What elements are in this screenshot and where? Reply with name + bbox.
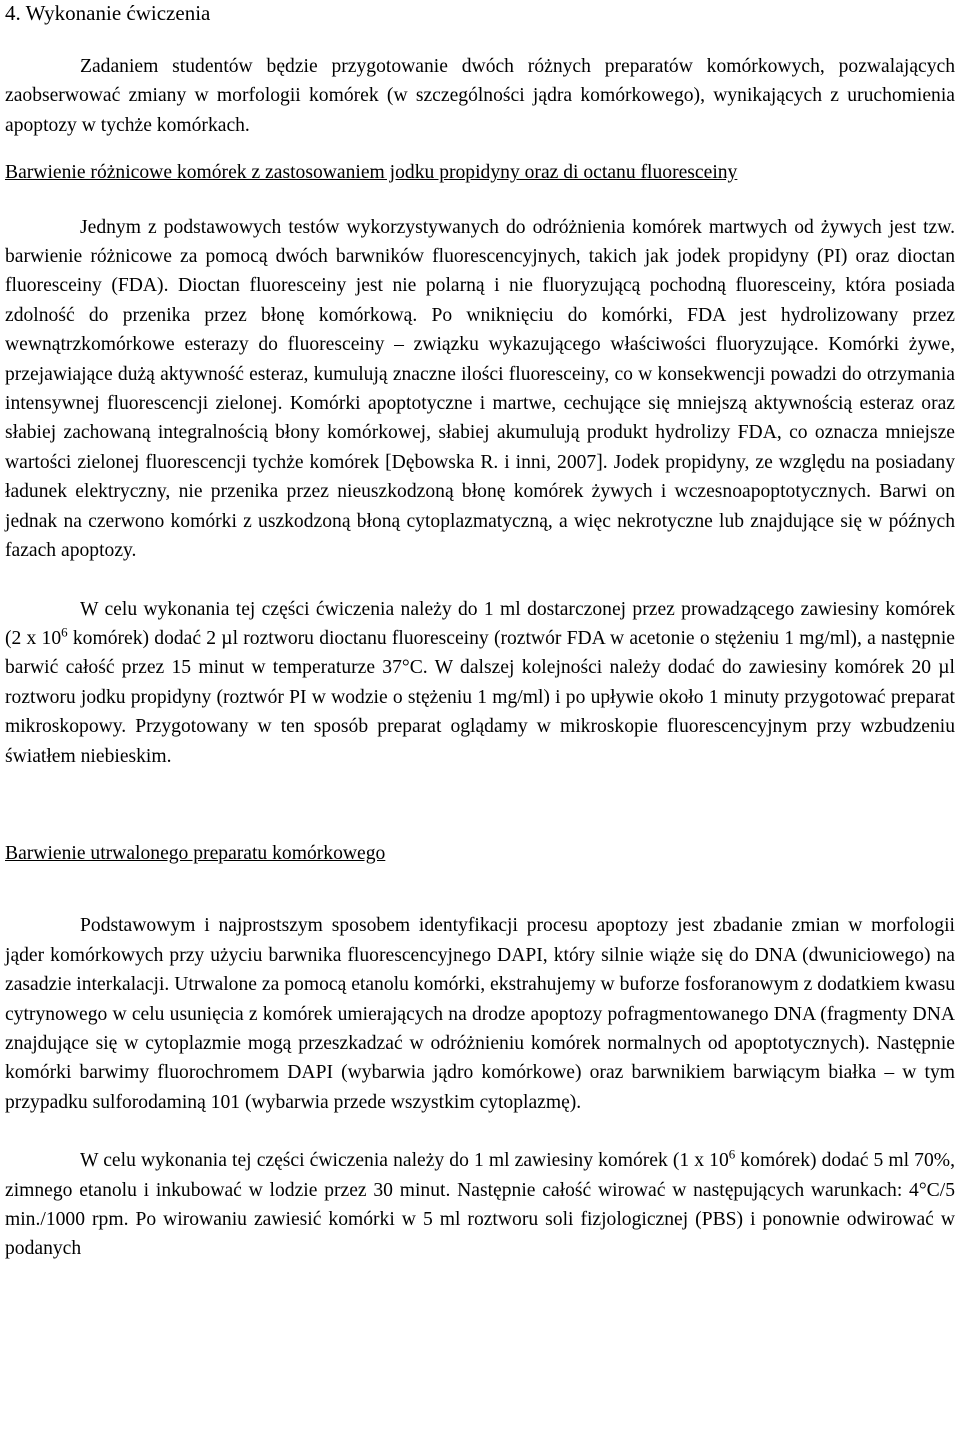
- fixed-preparation-procedure-paragraph: [5, 1146, 955, 1264]
- exponent: 6: [61, 624, 68, 640]
- procedure-text-start: W celu wykonania tej części ćwiczenia należy do 1 ml zawiesiny komórek (1 x 10: [80, 1150, 729, 1172]
- procedure-text-end: komórek) dodać 5 ml 70%, zimnego etanolu i inkubować w lodzie przez 30 minut. Następnie całość wirować w następujących warunkach: 4°C/5 min./1000 rpm. Po wirowaniu zawiesić komórki w 5 ml roztworu soli fizjologicznej (PBS) i ponownie odwirować w podanych: [5, 1150, 955, 1260]
- section-title: 4. Wykonanie ćwiczenia: [5, 1, 211, 25]
- fixed-preparation-paragraph: Podstawowym i najprostszym sposobem identyfikacji procesu apoptozy jest zbadanie zmian w morfologii jąder komórkowych przy użyciu barwnika fluorescencyjnego DAPI, który silnie wiąże się do DNA (dwuniciowego) na zasadzie interkalacji. Utrwalone za pomocą etanolu komórki, ekstrahujemy w buforze fosforanowym z dodatkiem kwasu cytrynowego w celu usunięcia z komórek umierających na drodze apoptozy pofragmentowanego DNA (fragmenty DNA znajdujące się w cytoplazmie mogą przeszkadzać w odróżnieniu komórek normalnych od apoptotycznych). Następnie komórki barwimy fluorochromem DAPI (wybarwia jądro komórkowe) oraz barwnikiem barwiącym białka – w tym przypadku sulforodaminą 101 (wybarwia przede wszystkim cytoplazmę).: [5, 915, 955, 1113]
- exponent: 6: [728, 1146, 736, 1162]
- procedure-text-start: W celu wykonania tej części ćwiczenia należy do 1 ml dostarczonej przez prowadzącego zawiesiny komórek (2 x 10: [5, 598, 955, 649]
- subsection-title-differential-staining: Barwienie różnicowe komórek z zastosowaniem jodku propidyny oraz di octanu fluoresceiny: [5, 162, 738, 184]
- subsection-title-fixed-preparation: Barwienie utrwalonego preparatu komórkowego: [5, 842, 386, 864]
- procedure-text-end: komórek) dodać 2 µl roztworu dioctanu fluoresceiny (roztwór FDA w acetonie o stężeniu 1 mg/ml), a następnie barwić całość przez 15 minut w temperaturze 37°C. W dalszej kolejności należy dodać do zawiesiny komórek 20 µl roztworu jodku propidyny (roztwór PI w wodzie o stężeniu 1 mg/ml) i po upływie około 1 minuty przygotować preparat mikroskopowy. Przygotowany w ten sposób preparat oglądamy w mikroskopie fluorescencyjnym przy wzbudzeniu światłem niebieskim.: [5, 627, 955, 767]
- differential-staining-procedure-paragraph: [5, 595, 955, 771]
- intro-paragraph: Zadaniem studentów będzie przygotowanie dwóch różnych preparatów komórkowych, pozwalających zaobserwować zmiany w morfologii komórek (w szczególności jądra komórkowego), wynikających z uruchomienia apoptozy w tychże komórkach.: [5, 56, 955, 136]
- differential-staining-paragraph: Jednym z podstawowych testów wykorzystywanych do odróżnienia komórek martwych od żywych jest tzw. barwienie różnicowe za pomocą dwóch barwników fluorescencyjnych, takich jak jodek propidyny (PI) oraz dioctan fluoresceiny (FDA). Dioctan fluoresceiny jest nie polarną i nie fluoryzującą pochodną fluoresceiny, która posiada zdolność do przenika przez błonę komórkową. Po wniknięciu do komórki, FDA jest hydrolizowany przez wewnątrzkomórkowe esterazy do fluoresceiny – związku wykazującego właściwości fluoryzujące. Komórki żywe, przejawiające dużą aktywność esteraz, kumulują znaczne ilości fluoresceiny, co w konsekwencji powadzi do otrzymania intensywnej fluorescencji zielonej. Komórki apoptotyczne i martwe, cechujące się mniejszą aktywnością esteraz oraz słabiej zachowaną integralnością błony komórkowej, słabiej akumulują produkt hydrolizy FDA, co oznacza mniejsze wartości zielonej fluorescencji tychże komórek [Dębowska R. i inni, 2007]. Jodek propidyny, ze względu na posiadany ładunek elektryczny, nie przenika przez nieuszkodzoną błonę komórek żywych i wczesnoapoptotycznych. Barwi on jednak na czerwono komórki z uszkodzoną błoną cytoplazmatyczną, a więc nekrotyczne lub znajdujące się w późnych fazach apoptozy.: [5, 216, 955, 562]
- document-page: [5, 0, 955, 1264]
